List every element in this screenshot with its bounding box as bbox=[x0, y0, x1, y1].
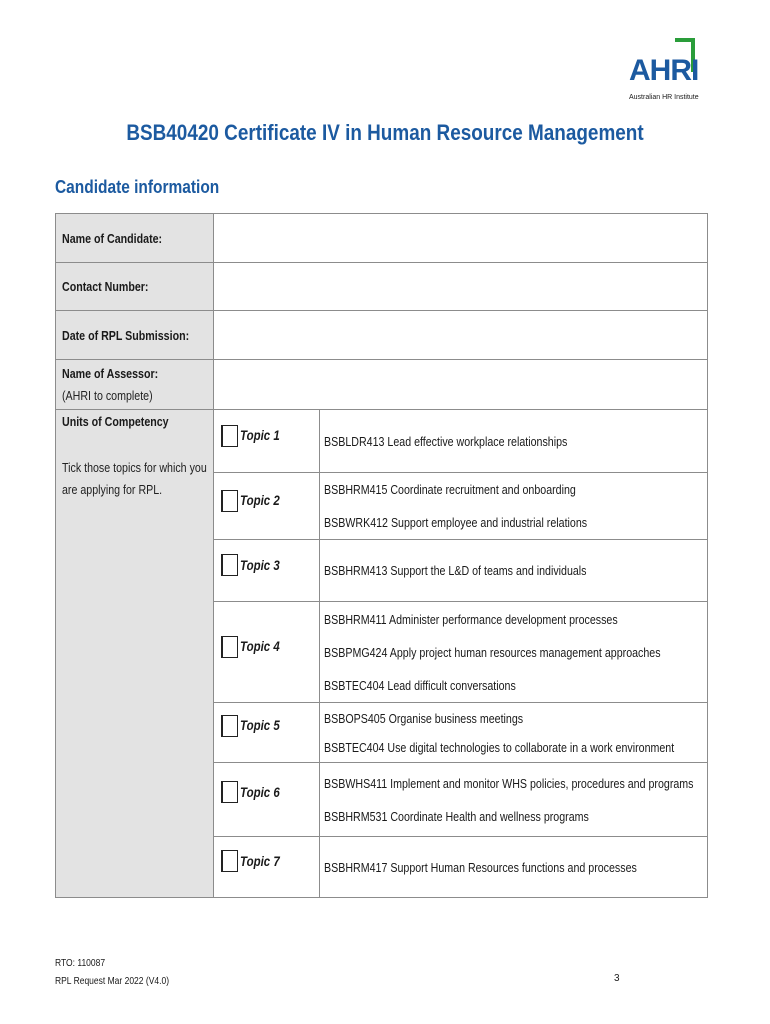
topic-5-checkbox[interactable] bbox=[221, 715, 238, 737]
topic-1-units bbox=[320, 410, 708, 473]
topic-4-units bbox=[320, 602, 708, 703]
logo-wordmark: AHRI bbox=[629, 54, 699, 87]
candidate-name-label: Name of Candidate: bbox=[62, 230, 163, 246]
topic-row bbox=[56, 410, 708, 473]
document-version: RPL Request Mar 2022 (V4.0) bbox=[55, 976, 170, 987]
field-label-cell bbox=[56, 263, 214, 311]
unit-item: BSBWRK412 Support employee and industrial relations bbox=[324, 515, 588, 530]
unit-item: BSBTEC404 Use digital technologies to collaborate in a work environment bbox=[324, 739, 675, 755]
rto-number: RTO: 110087 bbox=[55, 958, 106, 969]
contact-number-label: Contact Number: bbox=[62, 279, 149, 294]
topic-3-units bbox=[320, 540, 708, 602]
units-instruction-line-1: Tick those topics for which you bbox=[62, 460, 207, 475]
topic-2-checkbox[interactable] bbox=[221, 490, 238, 512]
rpl-submission-date-field[interactable] bbox=[214, 311, 708, 360]
topic-7-units bbox=[320, 837, 708, 898]
topic-7-checkbox[interactable] bbox=[221, 850, 238, 872]
candidate-information-table bbox=[55, 213, 708, 898]
topic-6-units bbox=[320, 763, 708, 837]
units-of-competency-label: Units of Competency bbox=[62, 414, 169, 429]
topic-2-cell bbox=[214, 473, 320, 540]
topic-1-label: Topic 1 bbox=[240, 427, 280, 443]
section-heading: Candidate information bbox=[55, 177, 220, 197]
topic-4-label: Topic 4 bbox=[240, 638, 280, 654]
unit-item: BSBPMG424 Apply project human resources management approaches bbox=[324, 644, 661, 660]
page-number: 3 bbox=[614, 973, 620, 984]
topic-3-label: Topic 3 bbox=[240, 557, 280, 573]
topic-1-checkbox[interactable] bbox=[221, 425, 238, 447]
topic-1-cell bbox=[214, 410, 320, 473]
unit-item: BSBOPS405 Organise business meetings bbox=[324, 710, 524, 726]
topic-5-label: Topic 5 bbox=[240, 717, 280, 733]
topic-6-checkbox[interactable] bbox=[221, 781, 238, 803]
units-of-competency-cell bbox=[56, 410, 214, 898]
assessor-name-label: Name of Assessor: bbox=[62, 365, 159, 381]
document-title: BSB40420 Certificate IV in Human Resource Management bbox=[126, 120, 644, 145]
assessor-name-field[interactable] bbox=[214, 360, 708, 410]
topic-5-units bbox=[320, 703, 708, 763]
field-row-rpl-submission-date bbox=[56, 311, 708, 360]
topic-7-label: Topic 7 bbox=[240, 853, 280, 869]
field-row-candidate-name bbox=[56, 214, 708, 263]
assessor-note: (AHRI to complete) bbox=[62, 387, 153, 403]
unit-item: BSBWHS411 Implement and monitor WHS policies, procedures and programs bbox=[324, 775, 694, 791]
topic-6-label: Topic 6 bbox=[240, 784, 280, 800]
unit-item: BSBHRM411 Administer performance development processes bbox=[324, 611, 618, 627]
topic-6-cell bbox=[214, 763, 320, 837]
contact-number-field[interactable] bbox=[214, 263, 708, 311]
field-label-cell bbox=[56, 214, 214, 263]
unit-item: BSBHRM531 Coordinate Health and wellness programs bbox=[324, 808, 589, 824]
candidate-name-field[interactable] bbox=[214, 214, 708, 263]
topic-2-label: Topic 2 bbox=[240, 492, 280, 508]
unit-item: BSBTEC404 Lead difficult conversations bbox=[324, 677, 516, 693]
topic-7-cell bbox=[214, 837, 320, 898]
topic-5-cell bbox=[214, 703, 320, 763]
field-label-cell bbox=[56, 311, 214, 360]
field-label-cell bbox=[56, 360, 214, 410]
topic-4-cell bbox=[214, 602, 320, 703]
units-instruction-line-2: are applying for RPL. bbox=[62, 482, 163, 497]
topic-3-cell bbox=[214, 540, 320, 602]
topic-2-units bbox=[320, 473, 708, 540]
unit-item: BSBHRM415 Coordinate recruitment and onboarding bbox=[324, 482, 576, 497]
footer-info bbox=[55, 955, 169, 991]
logo-subtitle: Australian HR Institute bbox=[629, 94, 699, 101]
rpl-submission-date-label: Date of RPL Submission: bbox=[62, 327, 190, 343]
unit-item: BSBLDR413 Lead effective workplace relationships bbox=[324, 433, 568, 449]
unit-item: BSBHRM413 Support the L&D of teams and individuals bbox=[324, 563, 587, 578]
field-row-assessor-name bbox=[56, 360, 708, 410]
ahri-logo bbox=[625, 36, 705, 108]
unit-item: BSBHRM417 Support Human Resources functions and processes bbox=[324, 859, 637, 875]
field-row-contact-number bbox=[56, 263, 708, 311]
topic-4-checkbox[interactable] bbox=[221, 636, 238, 658]
topic-3-checkbox[interactable] bbox=[221, 554, 238, 576]
